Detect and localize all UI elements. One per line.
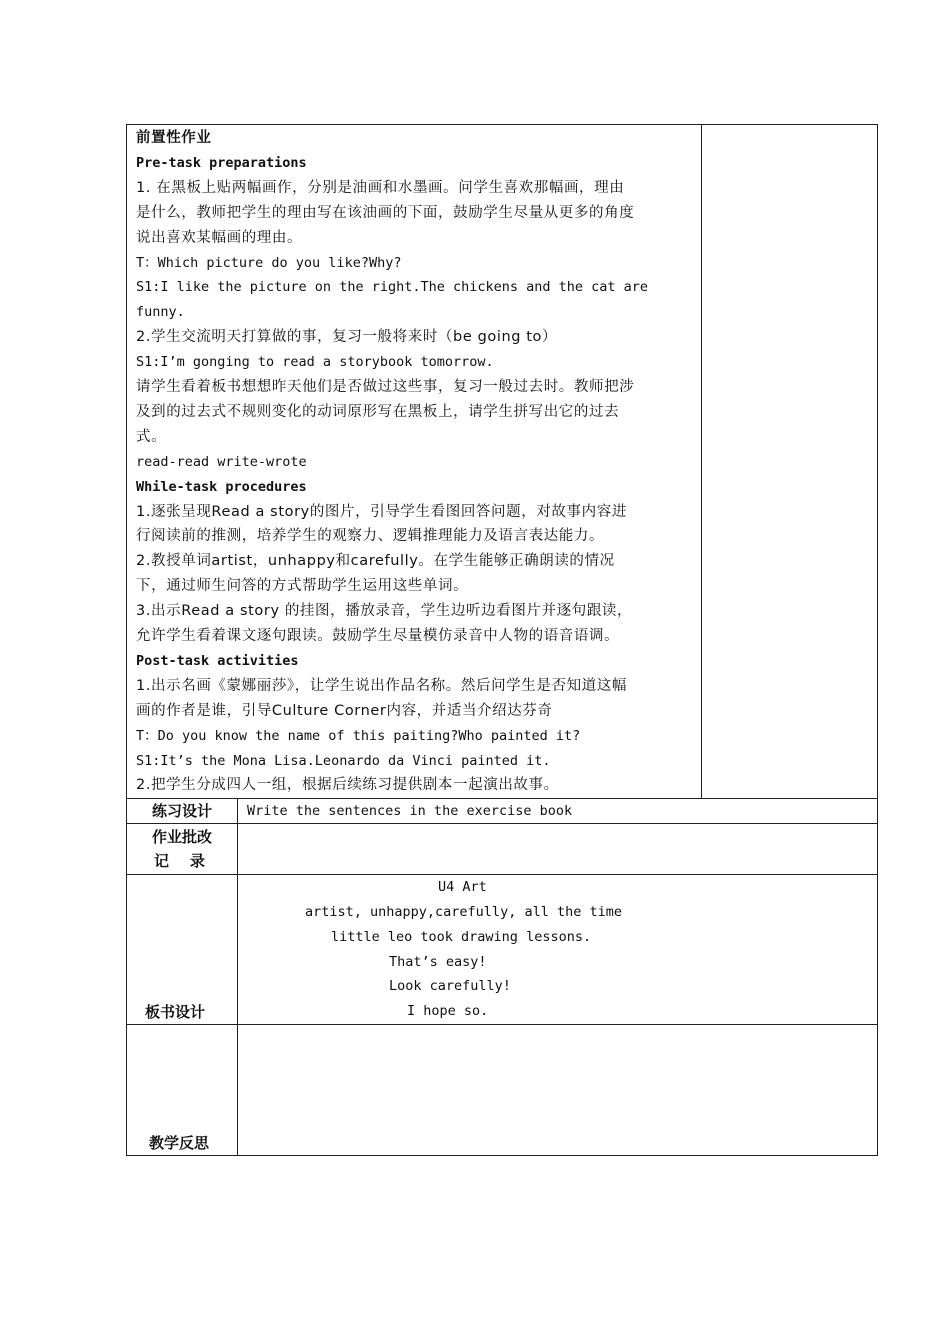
procedure-line: Pre-task preparations [136,154,307,171]
procedure-line: 2.教授单词artist，unhappy和carefully。在学生能够正确朗读的情况 [136,553,615,570]
procedure-line: funny. [136,304,185,321]
divider-main-bottom [127,798,877,799]
procedure-line: Post-task activities [136,652,299,669]
procedure-line: 式。 [136,428,167,445]
board-line: I hope so. [407,1003,489,1019]
correction-label-line2: 记 录 [154,852,205,870]
procedure-line: 请学生看着板书想想昨天他们是否做过这些事，复习一般过去时。教师把涉 [136,379,635,395]
procedure-line: 画的作者是谁，引导Culture Corner内容，并适当介绍达芬奇 [136,702,553,719]
board-line: artist, unhappy,carefully, all the time [305,904,622,920]
procedure-line: S1:I like the picture on the right.The chickens and the cat are [136,279,649,296]
divider-correction-bottom [127,874,877,875]
procedure-line: While-task procedures [136,478,307,495]
reflection-label: 教学反思 [149,1134,210,1152]
reflection-content [238,1025,877,1155]
board-line: little leo took drawing lessons. [331,929,592,945]
lesson-plan-table [126,124,878,1156]
exercise-label: 练习设计 [152,802,213,820]
procedure-line: T：Do you know the name of this paiting?Who painted it? [136,727,581,744]
procedure-line: 3.出示Read a story 的挂图，播放录音，学生边听边看图片并逐句跟读， [136,603,633,620]
procedure-line: 1.出示名画《蒙娜丽莎》，让学生说出作品名称。然后问学生是否知道这幅 [136,677,627,694]
procedure-line: S1:It’s the Mona Lisa.Leonardo da Vinci painted it. [136,752,551,769]
procedure-line: T：Which picture do you like?Why? [136,254,402,271]
procedure-line: 是什么，教师把学生的理由写在该油画的下面，鼓励学生尽量从更多的角度 [136,204,635,221]
procedure-line: read-read write-wrote [136,453,307,470]
procedure-line: 2.把学生分成四人一组，根据后续练习提供剧本一起演出故事。 [136,777,559,794]
procedure-line: 允许学生看着课文逐句跟读。鼓励学生尽量模仿录音中人物的语音语调。 [136,628,620,644]
procedure-line: 前置性作业 [136,130,212,146]
board-label: 板书设计 [145,1003,206,1021]
notes-cell [702,125,877,798]
board-line: That’s easy! [389,954,487,970]
procedure-cell [127,125,701,798]
procedure-line: 行阅读前的推测，培养学生的观察力、逻辑推理能力及语言表达能力。 [136,528,605,545]
board-line: Look carefully! [389,978,511,994]
procedure-line: 下，通过师生问答的方式帮助学生运用这些单词。 [136,578,469,595]
correction-label-line1: 作业批改 [152,828,213,846]
exercise-content: Write the sentences in the exercise book [247,803,573,819]
correction-content [238,824,877,874]
board-title: U4 Art [438,879,487,895]
procedure-line: 说出喜欢某幅画的理由。 [136,229,303,246]
procedure-line: S1:I’m gonging to read a storybook tomorrow. [136,354,494,371]
procedure-line: 1.逐张呈现Read a story的图片，引导学生看图回答问题，对故事内容进 [136,503,627,520]
procedure-line: 及到的过去式不规则变化的动词原形写在黑板上，请学生拼写出它的过去 [136,403,620,420]
procedure-line: 1. 在黑板上贴两幅画作，分别是油画和水墨画。问学生喜欢那幅画，理由 [136,179,625,196]
procedure-line: 2.学生交流明天打算做的事，复习一般将来时（be going to） [136,329,558,346]
